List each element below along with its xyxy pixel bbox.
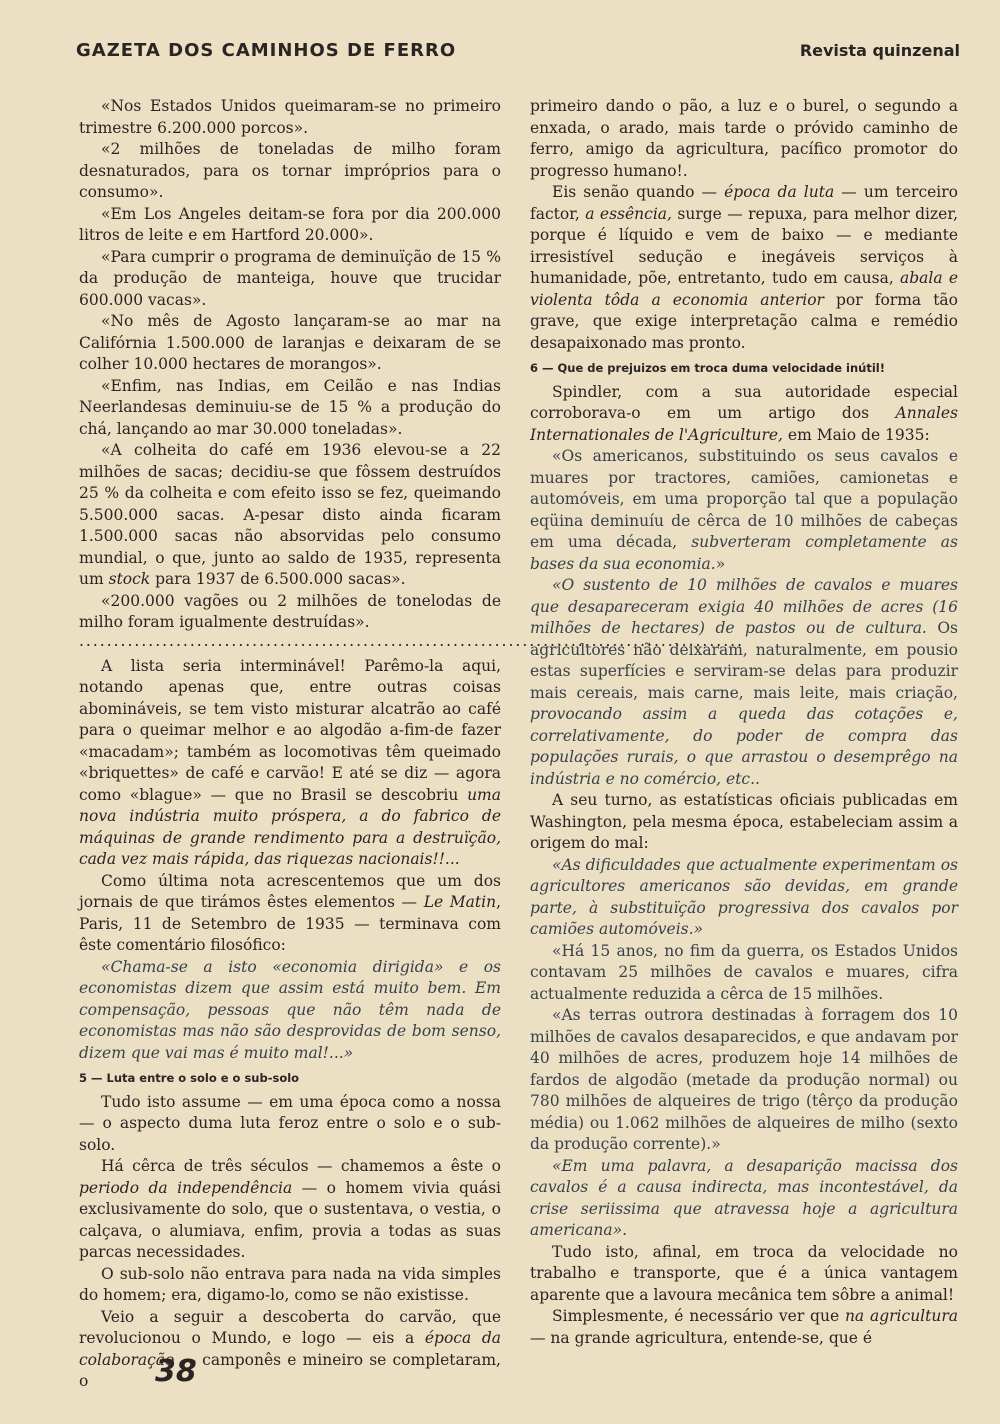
italic-text: «O sustento de 10 milhões de cavalos e muares que desapareceram exigia 40 milhões de acres (16 milhões de hectares) de pastos ou de cultura. — [530, 576, 958, 637]
paragraph: O sub-solo não entrava para nada na vida simples do homem; era, digamo-lo, como se não existisse. — [79, 1264, 501, 1304]
page-number: 38 — [155, 1354, 197, 1389]
text-run: Simplesmente, é necessário ver que — [552, 1307, 845, 1325]
text-run: «Os americanos, substituindo os seus cavalos e muares por tractores, camiões, camionetas e automóveis, em uma proporção tal que a população eqüina deminuíu de cêrca de 10 milhões de cabeças em uma década, — [530, 447, 958, 551]
paragraph — [530, 382, 958, 447]
italic-quote: «Chama-se a isto «economia dirigida» e os economistas dizem que assim está muito bem. Em compensação, pessoas que não têm nada de economistas mas não são desprovidas de bom senso, dizem que vai mas é muito mal!...» — [79, 957, 501, 1062]
italic-term: época da luta — [724, 183, 835, 201]
section-heading-6: 6 — Que de prejuizos em troca duma velocidade inútil! — [530, 361, 885, 375]
text-run: , Paris, 11 de Setembro de 1935 — terminava com êste comentário filosófico: — [79, 893, 501, 954]
paragraph: «200.000 vagões ou 2 milhões de tonelodas de milho foram igualmente destruídas». — [79, 591, 501, 631]
text-run: — um terceiro factor, — [530, 183, 959, 223]
running-head — [76, 40, 960, 61]
text-run: Há cêrca de três séculos — chamemos a êste o — [101, 1157, 501, 1175]
paragraph — [530, 1306, 958, 1349]
dotted-separator: ................................................................................................ — [79, 631, 744, 650]
periodicity: Revista quinzenal — [799, 41, 960, 60]
quote-paragraph — [530, 575, 958, 790]
italic-text: abala e violenta tôda a economia anterior — [530, 269, 958, 309]
quote-paragraph — [530, 446, 958, 575]
paragraph: «2 milhões de toneladas de milho foram desnaturados, para os tornar impróprios para o consumo». — [79, 140, 501, 201]
text-run: Veio a seguir a descoberta do carvão, que revolucionou o Mundo, e logo — eis a — [79, 1307, 501, 1347]
italic-text: subverteram completamente as bases da sua economia. — [530, 533, 959, 573]
paragraph: «No mês de Agosto lançaram-se ao mar na Califórnia 1.500.000 de laranjas e deixaram de se colher 10.000 hectares de morangos». — [79, 312, 501, 373]
text-run: Como última nota acrescentemos que um dos jornais de que tirámos êstes elementos — — [79, 871, 501, 911]
italic-term: na agricultura — [844, 1307, 958, 1325]
text-run: para 1937 de 6.500.000 sacas». — [150, 570, 406, 588]
text-run: em Maio de 1935: — [782, 425, 930, 444]
paragraph — [530, 182, 958, 354]
italic-quote: «Em uma palavra, a desaparição macissa dos cavalos é a causa indirecta, mas incontestável, da crise seriissima que atravessa hoje a agricultura americana». — [530, 1156, 958, 1239]
text-run: — o homem vivia quási exclusivamente do solo, que o sustentava, o vestia, o calçava, o alumiava, enfim, provia a todas as suas parcas necessidades. — [79, 1178, 501, 1261]
italic-term: a essência, — [585, 204, 672, 223]
quote-paragraph: «As terras outrora destinadas à forragem dos 10 milhões de cavalos desaparecidos, e que andavam por 40 milhões de acres, produzem hoje 14 milhões de fardos de algodão (metade da produção normal) ou 780 milhões de alqueires de trigo (têrço da produção média) ou 1.062 milhões de alqueires de milho (sexto da produção corrente).» — [530, 1006, 958, 1153]
paragraph-continued: primeiro dando o pão, a luz e o burel, o segundo a enxada, o arado, mais tarde o próvido caminho de ferro, amigo da agricultura, pacífico promotor do progresso humano!. — [530, 97, 958, 180]
right-column — [530, 96, 958, 1349]
text-run: — camponês e mineiro se completaram, o — [79, 1350, 501, 1390]
paragraph: «Para cumprir o programa de deminuïção de 15 % da produção de manteiga, houve que trucidar 600.000 vacas». — [79, 247, 501, 309]
text-run: surge — repuxa, para melhor dizer, porque é líquido e vem de baixo — e mediante irresistível sedução e inegáveis serviços à humanidade, põe, entretanto, tudo em causa, — [530, 204, 958, 287]
paragraph: Tudo isto, afinal, em troca da velocidade no trabalho e transporte, que é a única vantagem aparente que a lavoura mecânica tem sôbre a animal! — [530, 1242, 958, 1304]
paragraph: «Nos Estados Unidos queimaram-se no primeiro trimestre 6.200.000 porcos». — [79, 97, 501, 137]
italic-term: stock — [108, 570, 151, 588]
paragraph: Tudo isto assume — em uma época como a nossa — o aspecto duma luta feroz entre o solo e o sub-solo. — [79, 1092, 501, 1154]
text-run: Eis senão quando — — [552, 183, 725, 201]
paragraph — [79, 1307, 501, 1393]
text-run: Spindler, com a sua autoridade especial corroborava-o em um artigo dos — [530, 382, 958, 422]
paragraph: «Enfim, nas Indias, em Ceilão e nas Indias Neerlandesas deminuiu-se de 15 % a produção do chá, lançando ao mar 30.000 toneladas». — [79, 376, 501, 438]
italic-text: provocando assim a queda das cotações e, correlativamente, do poder de compra das populações rurais, o que arrastou o desemprêgo na indústria e no comércio, etc.. — [530, 705, 958, 788]
text-run: A lista seria interminável! Parêmo-la aqui, notando apenas que, entre outras coisas abomináveis, se tem visto misturar alcatrão ao café para o queimar melhor e ao algodão a-fim-de fazer «macadam»; também as locomotivas têm queimado «briquettes» de café e carvão! E até se diz — agora como «blague» — que no Brasil se descobriu — [79, 656, 501, 804]
text-run: Os agricultores não deixaram, naturalmente, em pousio estas superfícies e serviram-se delas para produzir mais cereais, mais carne, mais leite, mais criação, — [530, 619, 959, 702]
italic-term: época da colaboração — [79, 1329, 501, 1369]
paragraph — [79, 440, 501, 591]
paragraph: A seu turno, as estatísticas oficiais publicadas em Washington, pela mesma época, estabeleciam assim a origem do mal: — [530, 791, 958, 852]
text-run: por forma tão grave, que exige interpretação calma e remédio desapaixonado mas pronto. — [530, 290, 958, 352]
italic-title: Annales Internationales de l'Agriculture, — [530, 404, 958, 444]
text-run: «A colheita do café em 1936 elevou-se a 22 milhões de sacas; decidiu-se que fôssem destruídos 25 % da colheita e com efeito isso se fez, queimando 5.500.000 sacas. A-pesar disto ainda ficaram 1.500.000 sacas não absorvidas pelo consumo mundial, o que, junto ao saldo de 1935, representa um — [79, 441, 501, 588]
italic-text: uma nova indústria muito próspera, a do fabrico de máquinas de grande rendimento para a destruïção, cada vez mais rápida, das riquezas nacionais!!... — [79, 785, 501, 868]
paragraph — [79, 656, 501, 871]
quote-paragraph: «Há 15 anos, no fim da guerra, os Estados Unidos contavam 25 milhões de cavalos e muares, cifra actualmente reduzida a cêrca de 15 milhões. — [530, 941, 958, 1003]
paragraph — [79, 871, 501, 957]
paragraph: «Em Los Angeles deitam-se fora por dia 200.000 litros de leite e em Hartford 20.000». — [79, 204, 501, 244]
text-run: — na grande agricultura, entende-se, que é — [530, 1328, 873, 1347]
paragraph — [79, 1156, 501, 1264]
italic-term: periodo da independência — [79, 1178, 293, 1197]
italic-quote: «As dificuldades que actualmente experimentam os agricultores americanos são devidas, em grande parte, à substituïção progressiva dos cavalos por camiões automóveis.» — [530, 855, 958, 938]
text-run: » — [715, 554, 726, 573]
journal-name: GAZETA DOS CAMINHOS DE FERRO — [76, 40, 457, 61]
section-heading-5: 5 — Luta entre o solo e o sub-solo — [79, 1071, 300, 1085]
italic-title: Le Matin — [423, 893, 497, 911]
